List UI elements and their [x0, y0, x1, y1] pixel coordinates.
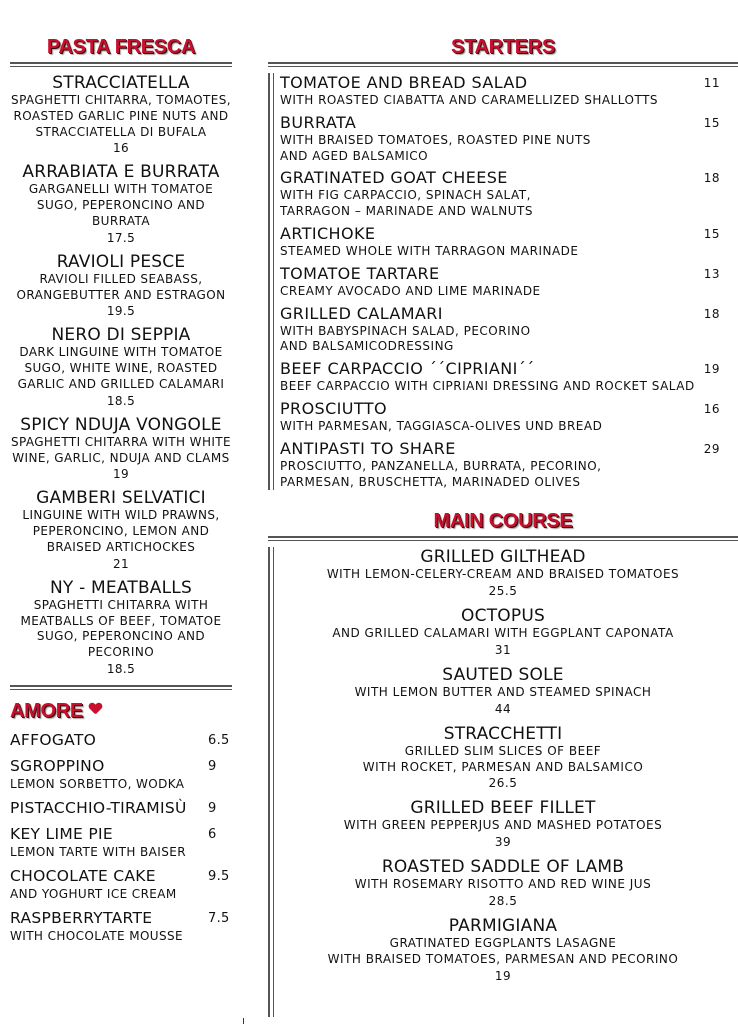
pasta-item-name: ARRABIATA E BURRATA: [22, 162, 220, 183]
main-course-item: [280, 606, 738, 658]
dessert-item: [10, 908, 232, 944]
dessert-item-description: LEMON TARTE WITH BAISER: [10, 844, 186, 859]
starter-item-name: TOMATOE TARTARE: [280, 263, 440, 283]
column-tick-mark: [243, 990, 244, 1024]
dessert-item-name: CHOCOLATE CAKE: [10, 866, 156, 885]
starter-item: [280, 439, 738, 491]
starter-item-name: PROSCIUTTO: [280, 398, 387, 418]
pasta-item-price: 16: [112, 141, 130, 156]
starter-item-price: 19: [703, 362, 720, 377]
starter-item-name: ANTIPASTI TO SHARE: [280, 438, 456, 458]
main-course-item: [280, 547, 738, 599]
starters-divider: [268, 62, 738, 67]
pasta-item-description: SPAGHETTI CHITARRA WITH MEATBALLS OF BEEF, TOMATOE SUGO, PEPERONCINO AND PECORINO: [20, 597, 222, 660]
main-course-item-description: GRATINATED EGGPLANTS LASAGNE WITH BRAISED TOMATOES, PARMESAN AND PECORINO: [327, 935, 679, 966]
starter-item-price: 11: [703, 76, 720, 90]
starter-item-description: WITH ROASTED CIABATTA AND CARAMELLIZED SHALLOTTS: [280, 93, 659, 107]
pasta-item-price: 19.5: [106, 304, 136, 319]
pasta-item-price: 18.5: [106, 393, 136, 408]
starter-item: [280, 224, 738, 260]
pasta-item-name: GAMBERI SELVATICI: [36, 488, 206, 509]
main-course-item-description: WITH LEMON BUTTER AND STEAMED SPINACH: [354, 684, 652, 699]
pasta-item: [10, 73, 232, 156]
pasta-item-description: SPAGHETTI CHITARRA WITH WHITE WINE, GARLIC, NDUJA AND CLAMS: [10, 434, 232, 465]
amore-divider: [10, 685, 232, 690]
dessert-item-description: AND YOGHURT ICE CREAM: [10, 886, 177, 901]
dessert-item-name: PISTACCHIO-TIRAMISÙ: [10, 798, 187, 817]
heart-icon: [89, 703, 101, 715]
starters-section-title: STARTERS: [451, 36, 555, 58]
main-course-item-name: GRILLED BEEF FILLET: [410, 798, 596, 819]
dessert-item-name: SGROPPINO: [10, 756, 105, 775]
starter-item-name: GRILLED CALAMARI: [280, 303, 443, 323]
starter-item-description: BEEF CARPACCIO WITH CIPRIANI DRESSING AND ROCKET SALAD: [280, 379, 695, 394]
main-course-item-price: 39: [494, 835, 512, 850]
starter-item-price: 16: [703, 401, 720, 416]
starter-item-description: WITH BRAISED TOMATOES, ROASTED PINE NUTS AND AGED BALSAMICO: [280, 132, 591, 163]
dessert-item: [10, 756, 232, 792]
pasta-list: [10, 73, 232, 677]
starter-item-description: PROSCIUTTO, PANZANELLA, BURRATA, PECORINO, PARMESAN, BRUSCHETTA, MARINADED OLIVES: [280, 458, 602, 489]
pasta-item-name: SPICY NDUJA VONGOLE: [20, 414, 222, 435]
main-divider: [268, 536, 738, 541]
pasta-item: [10, 488, 232, 571]
starter-item-price: 18: [703, 171, 720, 186]
dessert-item-price: 7.5: [208, 910, 230, 926]
starter-item-name: BURRATA: [280, 112, 357, 132]
dessert-list: [10, 730, 232, 944]
dessert-item-price: 9: [208, 800, 217, 816]
pasta-item-name: NERO DI SEPPIA: [51, 325, 191, 346]
main-course-item-price: 28.5: [488, 893, 518, 908]
dessert-item-name: KEY LIME PIE: [10, 824, 113, 843]
starter-item-description: CREAMY AVOCADO AND LIME MARINADE: [280, 283, 541, 298]
main-course-item: [280, 798, 738, 850]
starter-item-price: 29: [703, 441, 720, 456]
starter-item-name: ARTICHOKE: [280, 223, 376, 243]
main-course-item-price: 44: [494, 701, 512, 716]
pasta-section-title: PASTA FRESCA: [46, 36, 196, 58]
starter-item: [280, 264, 738, 300]
pasta-item: [10, 162, 232, 245]
dessert-item-name: AFFOGATO: [10, 730, 97, 749]
starter-item-name: GRATINATED GOAT CHEESE: [280, 168, 508, 188]
starter-item: [280, 113, 738, 165]
starter-item-name: BEEF CARPACCIO ´´CIPRIANI´´: [280, 359, 535, 379]
main-course-item-description: GRILLED SLIM SLICES OF BEEF WITH ROCKET, PARMESAN AND BALSAMICO: [362, 743, 644, 774]
main-course-item-description: WITH LEMON-CELERY-CREAM AND BRAISED TOMATOES: [326, 567, 680, 582]
starter-item-price: 15: [703, 115, 720, 130]
pasta-item: [10, 578, 232, 677]
dessert-item-price: 6.5: [208, 732, 230, 748]
pasta-item: [10, 325, 232, 408]
starter-item-description: WITH PARMESAN, TAGGIASCA-OLIVES UND BREAD: [280, 418, 603, 433]
main-course-item: [280, 665, 738, 717]
main-course-item: [280, 916, 738, 984]
pasta-item-description: RAVIOLI FILLED SEABASS, ORANGEBUTTER AND ESTRAGON: [16, 271, 226, 302]
starter-item: [280, 359, 738, 395]
main-course-item-name: ROASTED SADDLE OF LAMB: [381, 857, 625, 878]
main-course-item-description: WITH ROSEMARY RISOTTO AND RED WINE JUS: [354, 877, 652, 892]
starter-item-price: 13: [703, 266, 720, 281]
dessert-item-price: 6: [208, 826, 217, 842]
pasta-item-price: 19: [112, 467, 130, 482]
main-course-item-price: 31: [494, 642, 512, 657]
starter-item-price: 15: [703, 226, 720, 241]
pasta-item-price: 18.5: [106, 661, 136, 676]
main-course-item-description: WITH GREEN PEPPERJUS AND MASHED POTATOES: [343, 818, 663, 833]
starter-item: [280, 73, 738, 109]
pasta-item-description: DARK LINGUINE WITH TOMATOE SUGO, WHITE WINE, ROASTED GARLIC AND GRILLED CALAMARI: [17, 345, 225, 391]
pasta-item-price: 17.5: [106, 230, 136, 245]
pasta-item-name: NY - MEATBALLS: [50, 577, 192, 598]
main-course-item-name: PARMIGIANA: [448, 915, 558, 936]
dessert-item-price: 9.5: [208, 868, 230, 884]
right-column: [268, 30, 738, 991]
pasta-item-description: GARGANELLI WITH TOMATOE SUGO, PEPERONCINO AND BURRATA: [28, 182, 214, 228]
dessert-item: [10, 824, 232, 860]
main-course-list: [268, 547, 738, 983]
dessert-item: [10, 798, 232, 818]
starter-item-price: 18: [703, 306, 720, 321]
main-course-item-name: OCTOPUS: [461, 606, 545, 627]
amore-title-text: AMORE: [10, 699, 83, 722]
main-course-item-name: GRILLED GILTHEAD: [420, 547, 586, 568]
main-course-item-price: 26.5: [488, 776, 518, 791]
starter-item-description: WITH FIG CARPACCIO, SPINACH SALAT, TARRAGON – MARINADE AND WALNUTS: [280, 188, 533, 219]
pasta-item: [10, 252, 232, 320]
amore-section-title: [10, 694, 232, 724]
pasta-item: [10, 415, 232, 483]
main-course-item: [280, 857, 738, 909]
left-column: [10, 30, 232, 944]
starter-item-description: WITH BABYSPINACH SALAD, PECORINO AND BALSAMICODRESSING: [280, 323, 531, 354]
starter-item-name: TOMATOE AND BREAD SALAD: [280, 73, 528, 92]
starters-list: [268, 73, 738, 490]
pasta-divider: [10, 62, 232, 67]
main-course-item-description: AND GRILLED CALAMARI WITH EGGPLANT CAPONATA: [332, 626, 674, 641]
dessert-item: [10, 866, 232, 902]
main-course-item-name: STRACCHETTI: [443, 723, 563, 744]
pasta-item-price: 21: [112, 556, 130, 571]
pasta-item-description: SPAGHETTI CHITARRA, TOMAOTES, ROASTED GARLIC PINE NUTS AND STRACCIATELLA DI BUFALA: [11, 93, 231, 139]
dessert-item-name: RASPBERRYTARTE: [10, 908, 153, 927]
dessert-item-description: LEMON SORBETTO, WODKA: [10, 776, 185, 791]
starter-item: [280, 168, 738, 220]
dessert-item-description: WITH CHOCOLATE MOUSSE: [10, 928, 184, 943]
main-course-item-price: 19: [494, 968, 512, 983]
pasta-item-description: LINGUINE WITH WILD PRAWNS, PEPERONCINO, LEMON AND BRAISED ARTICHOCKES: [22, 508, 220, 554]
starter-item: [280, 399, 738, 435]
main-section-title: MAIN COURSE: [433, 510, 573, 533]
pasta-item-name: STRACCIATELLA: [52, 73, 190, 93]
starter-item-description: STEAMED WHOLE WITH TARRAGON MARINADE: [280, 243, 579, 258]
main-course-item: [280, 724, 738, 792]
dessert-item-price: 9: [208, 758, 217, 774]
main-course-item-price: 25.5: [488, 584, 518, 599]
starter-item: [280, 304, 738, 356]
pasta-item-name: RAVIOLI PESCE: [56, 251, 186, 272]
main-course-item-name: SAUTED SOLE: [442, 664, 564, 685]
dessert-item: [10, 730, 232, 750]
